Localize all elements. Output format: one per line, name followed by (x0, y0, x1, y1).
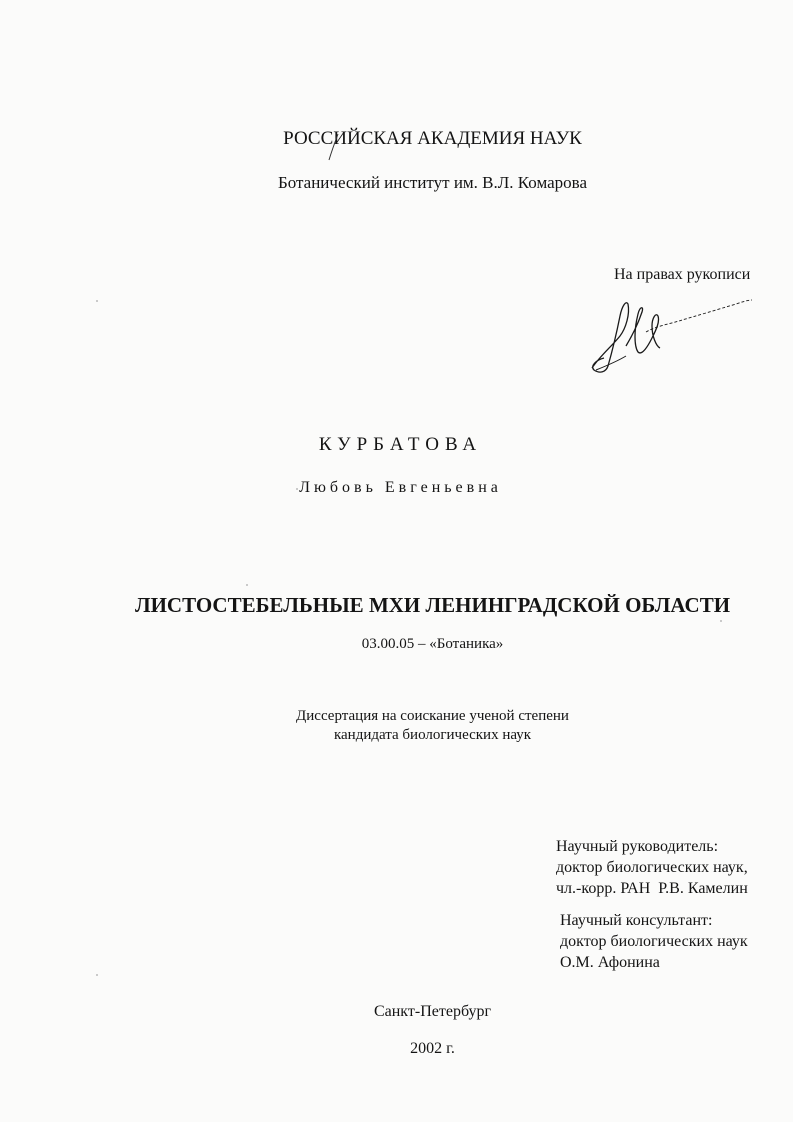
institute-name: Ботанический институт им. В.Л. Комарова (277, 173, 587, 192)
consultant-degree: доктор биологических наук (560, 933, 748, 950)
handwritten-signature (586, 296, 756, 376)
supervisor-label: Научный руководитель: (556, 838, 719, 855)
rights-note: На правах рукописи (614, 266, 751, 283)
scan-speck (296, 488, 298, 490)
scan-speck (246, 584, 248, 586)
academy-name: РОССИЙСКАЯ АКАДЕМИЯ НАУК (283, 128, 582, 149)
consultant-name: О.М. Афонина (560, 954, 660, 971)
thesis-specialty: 03.00.05 – «Ботаника» (361, 636, 504, 652)
thesis-title: ЛИСТОСТЕБЕЛЬНЫЕ МХИ ЛЕНИНГРАДСКОЙ ОБЛАСТИ (134, 593, 731, 617)
degree-line-1: Диссертация на соискание ученой степени (296, 708, 569, 724)
author-surname: КУРБАТОВА (318, 434, 483, 455)
scan-speck (96, 300, 98, 302)
consultant-label: Научный консультант: (560, 912, 713, 929)
stray-pen-mark (326, 132, 342, 162)
degree-line-2: кандидата биологических наук (333, 727, 532, 743)
city: Санкт-Петербург (373, 1003, 492, 1020)
author-given-names: Любовь Евгеньевна (299, 479, 502, 496)
supervisor-block (556, 836, 748, 899)
supervisor-degree: доктор биологических наук, (556, 859, 748, 876)
scan-speck (720, 620, 722, 622)
consultant-block (560, 910, 748, 973)
supervisor-name: чл.-корр. РАН Р.В. Камелин (556, 880, 748, 897)
year: 2002 г. (410, 1040, 455, 1057)
scan-speck (96, 974, 98, 976)
